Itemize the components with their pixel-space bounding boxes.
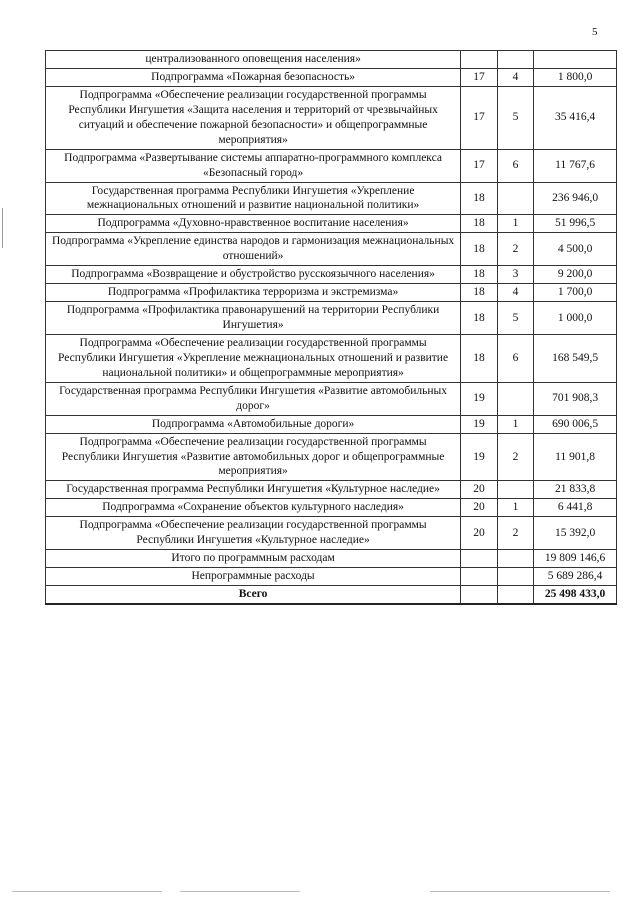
table-row (46, 517, 617, 550)
amount: 1 000,0 (534, 302, 617, 335)
table-row (46, 568, 617, 586)
program-code: 18 (461, 182, 498, 215)
subprogram-code: 6 (497, 149, 533, 182)
table-row (46, 182, 617, 215)
amount: 15 392,0 (534, 517, 617, 550)
table-row (46, 215, 617, 233)
table-row (46, 302, 617, 335)
page-number: 5 (592, 26, 598, 38)
row-name: Подпрограмма «Автомобильные дороги» (46, 415, 461, 433)
amount: 1 700,0 (534, 284, 617, 302)
amount: 1 800,0 (534, 68, 617, 86)
table-row (46, 382, 617, 415)
subprogram-code: 2 (497, 233, 533, 266)
amount: 9 200,0 (534, 266, 617, 284)
program-code (461, 51, 498, 69)
row-name: Подпрограмма «Духовно-нравственное воспитание населения» (46, 215, 461, 233)
subprogram-code: 2 (497, 517, 533, 550)
row-name: Всего (46, 586, 461, 604)
footer-rule (180, 891, 300, 892)
subprogram-code (497, 481, 533, 499)
amount: 6 441,8 (534, 499, 617, 517)
table-row (46, 586, 617, 604)
amount: 25 498 433,0 (534, 586, 617, 604)
program-code: 17 (461, 86, 498, 149)
row-name: Подпрограмма «Профилактика терроризма и экстремизма» (46, 284, 461, 302)
program-code: 18 (461, 233, 498, 266)
subprogram-code: 1 (497, 415, 533, 433)
amount: 51 996,5 (534, 215, 617, 233)
footer-rule (430, 891, 610, 892)
program-code: 18 (461, 215, 498, 233)
program-code: 18 (461, 302, 498, 335)
row-name: Подпрограмма «Профилактика правонарушений на территории Республики Ингушетия» (46, 302, 461, 335)
amount: 11 901,8 (534, 433, 617, 481)
row-name: Подпрограмма «Сохранение объектов культурного наследия» (46, 499, 461, 517)
row-name: Непрограммные расходы (46, 568, 461, 586)
table-row (46, 86, 617, 149)
program-code: 19 (461, 415, 498, 433)
amount: 21 833,8 (534, 481, 617, 499)
table-row (46, 550, 617, 568)
budget-table (45, 50, 617, 605)
table-row (46, 266, 617, 284)
subprogram-code: 4 (497, 68, 533, 86)
subprogram-code: 1 (497, 499, 533, 517)
program-code: 17 (461, 68, 498, 86)
subprogram-code (497, 182, 533, 215)
row-name: Подпрограмма «Укрепление единства народов и гармонизация межнациональных отношений» (46, 233, 461, 266)
subprogram-code: 5 (497, 302, 533, 335)
subprogram-code: 3 (497, 266, 533, 284)
program-code: 19 (461, 433, 498, 481)
program-code: 20 (461, 499, 498, 517)
table-row (46, 433, 617, 481)
row-name: Подпрограмма «Обеспечение реализации государственной программы Республики Ингушетия «Укрепление межнациональных отношений и развитие национальной политики» и общепрограммные мероприятия» (46, 334, 461, 382)
subprogram-code: 2 (497, 433, 533, 481)
table-row (46, 415, 617, 433)
program-code: 20 (461, 481, 498, 499)
subprogram-code (497, 568, 533, 586)
table-row (46, 233, 617, 266)
table-row (46, 481, 617, 499)
amount: 11 767,6 (534, 149, 617, 182)
amount: 236 946,0 (534, 182, 617, 215)
row-name: Подпрограмма «Возвращение и обустройство русскоязычного населения» (46, 266, 461, 284)
program-code: 17 (461, 149, 498, 182)
subprogram-code: 5 (497, 86, 533, 149)
row-name: Государственная программа Республики Ингушетия «Культурное наследие» (46, 481, 461, 499)
subprogram-code: 6 (497, 334, 533, 382)
table-row (46, 68, 617, 86)
amount: 690 006,5 (534, 415, 617, 433)
subprogram-code: 4 (497, 284, 533, 302)
row-name: Государственная программа Республики Ингушетия «Укрепление межнациональных отношений и развитие национальной политики» (46, 182, 461, 215)
row-name: Итого по программным расходам (46, 550, 461, 568)
row-name: Подпрограмма «Развертывание системы аппаратно-программного комплекса «Безопасный город» (46, 149, 461, 182)
table-row (46, 284, 617, 302)
amount: 701 908,3 (534, 382, 617, 415)
program-code (461, 586, 498, 604)
program-code (461, 568, 498, 586)
scan-mark (2, 208, 3, 248)
subprogram-code (497, 51, 533, 69)
row-name: Подпрограмма «Пожарная безопасность» (46, 68, 461, 86)
table-row (46, 334, 617, 382)
amount: 35 416,4 (534, 86, 617, 149)
footer-rule (12, 891, 162, 892)
program-code: 18 (461, 334, 498, 382)
program-code (461, 550, 498, 568)
subprogram-code: 1 (497, 215, 533, 233)
amount: 5 689 286,4 (534, 568, 617, 586)
row-name: Подпрограмма «Обеспечение реализации государственной программы Республики Ингушетия «Культурное наследие» (46, 517, 461, 550)
program-code: 19 (461, 382, 498, 415)
program-code: 18 (461, 266, 498, 284)
row-name: Государственная программа Республики Ингушетия «Развитие автомобильных дорог» (46, 382, 461, 415)
table-row (46, 149, 617, 182)
program-code: 20 (461, 517, 498, 550)
amount: 19 809 146,6 (534, 550, 617, 568)
table-row (46, 499, 617, 517)
subprogram-code (497, 550, 533, 568)
amount: 168 549,5 (534, 334, 617, 382)
row-name: централизованного оповещения населения» (46, 51, 461, 69)
amount (534, 51, 617, 69)
amount: 4 500,0 (534, 233, 617, 266)
subprogram-code (497, 382, 533, 415)
row-name: Подпрограмма «Обеспечение реализации государственной программы Республики Ингушетия «Развитие автомобильных дорог и общепрограммные мероприятия» (46, 433, 461, 481)
program-code: 18 (461, 284, 498, 302)
row-name: Подпрограмма «Обеспечение реализации государственной программы Республики Ингушетия «Защита населения и территорий от чрезвычайных ситуаций и обеспечение пожарной безопасности» и общепрограммные мероприятия» (46, 86, 461, 149)
table-row (46, 51, 617, 69)
subprogram-code (497, 586, 533, 604)
